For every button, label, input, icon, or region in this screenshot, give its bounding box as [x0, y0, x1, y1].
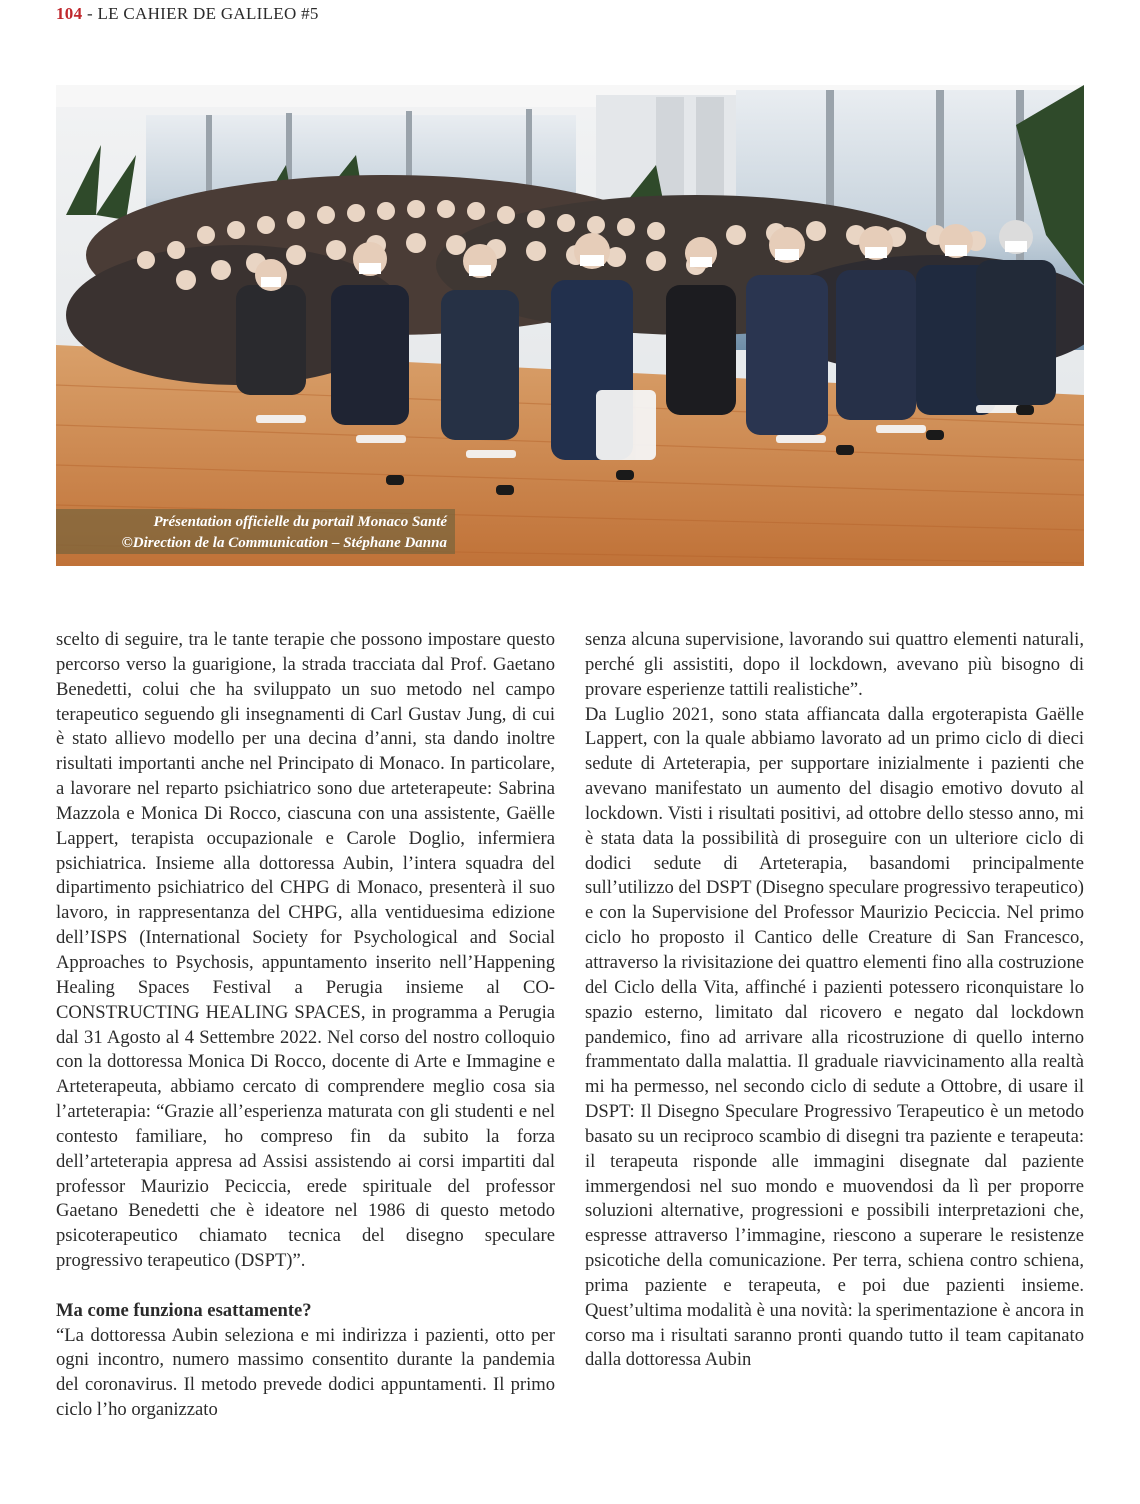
running-header	[56, 4, 319, 24]
page-number: 104	[56, 4, 83, 23]
publication-title: - LE CAHIER DE GALILEO #5	[82, 4, 319, 23]
section-subheading: Ma come funziona esattamente?	[56, 1299, 312, 1321]
left-column	[56, 628, 555, 1423]
caption-title: Présentation officielle du portail Monaco Santé	[153, 514, 447, 530]
right-paragraph-2: Da Luglio 2021, sono stata affiancata dalla ergoterapista Gaëlle Lappert, con la quale abbiamo lavorato ad un primo ciclo di dieci sedute di Arteterapia, per supportare inizialmente i pazienti che avevano manifestato un aumento del disagio emotivo dovuto al lockdown. Visti i risultati positivi, ad ottobre dello stesso anno, mi è stata data la possibilità di proseguire con un ulteriore ciclo di dodici sedute di Arteterapia, basandomi principalmente sull’utilizzo del DSPT (Disegno speculare progressivo terapeutico) e con la Supervisione del Professor Maurizio Peciccia. Nel primo ciclo ho proposto il Cantico delle Creature di San Francesco, attraverso la rivisitazione dei quattro elementi fino alla costruzione del Ciclo della Vita, affinché i pazienti potessero riconquistare lo spazio esterno, limitato dal ricovero e negato dal lockdown pandemico, fino ad arrivare alla ricostruzione di quello interno frammentato dalla malattia. Il graduale riavvicinamento alla realtà mi ha permesso, nel secondo ciclo di sedute a Ottobre, di usare il DSPT: Il Disegno Speculare Progressivo Terapeutico è un metodo basato su un reciproco scambio di disegni tra paziente e terapeuta: il terapeuta risponde alle immagini disegnate dal paziente immergendosi nel suo mondo e muovendosi da lì per proporre soluzioni alternative, progressioni e possibili interpretazioni che, espresse attraverso l’immagine, riescono a superare le resistenze psicotiche della comunicazione. Per terra, schiena contro schiena, prima paziente e terapeuta, e poi due pazienti insieme. Quest’ultima modalità è una novità: la sperimentazione è ancora in corso ma i risultati saranno pronti quando tutto il team capitanato dalla dottoressa Aubin	[585, 703, 1084, 1371]
event-photo	[56, 85, 1084, 566]
right-column	[585, 628, 1084, 1373]
photo-caption	[56, 509, 455, 554]
caption-credit: ©Direction de la Communication – Stéphane Danna	[121, 535, 447, 551]
left-paragraph-1: scelto di seguire, tra le tante terapie che possono impostare questo percorso verso la guarigione, la strada tracciata dal Prof. Gaetano Benedetti, colui che ha sviluppato un suo metodo nel campo terapeutico seguendo gli insegnamenti di Carl Gustav Jung, di cui è stato allievo modello per una decina d’anni, sta dando inoltre risultati importanti anche nel Principato di Monaco. In particolare, a lavorare nel reparto psichiatrico sono due arteterapeute: Sabrina Mazzola e Monica Di Rocco, ciascuna con una assistente, Gaëlle Lappert, terapista occupazionale e Carole Doglio, infermiera psichiatrica. Insieme alla dottoressa Aubin, l’intera squadra del dipartimento psichiatrico del CHPG di Monaco, presenterà il suo lavoro, in rappresentanza del CHPG, alla ventiduesima edizione dell’ISPS (International Society for Psychological and Social Approaches to Psychosis, appuntamento inserito nell’Happening Healing Spaces Festival a Perugia insieme al CO-CONSTRUCTING HEALING SPACES, in programma a Perugia dal 31 Agosto al 4 Settembre 2022. Nel corso del nostro colloquio con la dottoressa Monica Di Rocco, docente di Arte e Immagine e Arteterapeuta, abbiamo cercato di comprendere meglio cosa sia l’arteterapia: “Grazie all’esperienza maturata con gli studenti e nel contesto familiare, ho compreso fin da subito la forza dell’arteterapia appresa ad Assisi assistendo ai corsi impartiti dal professor Maurizio Peciccia, erede spirituale del professor Gaetano Benedetti che è ideatore nel 1986 di questo metodo psicoterapeutico chiamato tecnica del disegno speculare progressivo terapeutico (DSPT)”.	[56, 629, 555, 1272]
left-paragraph-2: “La dottoressa Aubin seleziona e mi indirizza i pazienti, otto per ogni incontro, numero massimo consentito durante la pandemia del coronavirus. Il metodo prevede dodici appuntamenti. Il primo ciclo l’ho organizzato	[56, 1324, 555, 1421]
right-paragraph-1: senza alcuna supervisione, lavorando sui quattro elementi naturali, perché gli assistiti, dopo il lockdown, avevano più bisogno di provare esperienze tattili realistiche”.	[585, 629, 1084, 700]
